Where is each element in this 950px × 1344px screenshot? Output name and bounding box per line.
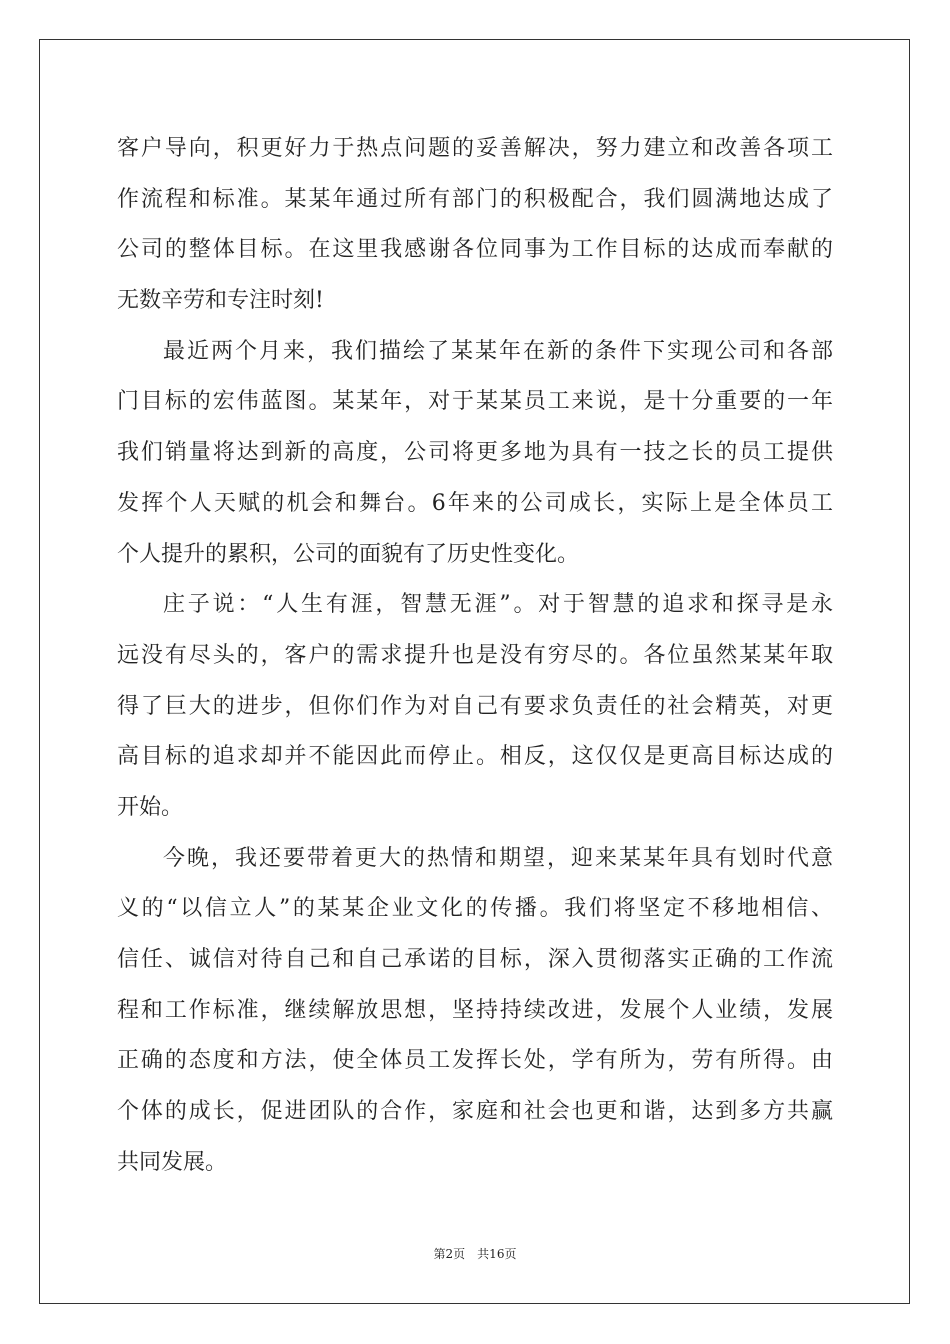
paragraph-4-line-6: 个体的成长，促进团队的合作，家庭和社会也更和谐，达到多方共赢 — [117, 1099, 833, 1125]
paragraph-4-line-4: 程和工作标准，继续解放思想，坚持持续改进，发展个人业绩，发展 — [117, 997, 833, 1023]
paragraph-4-line-7: 共同发展。 — [117, 1149, 228, 1175]
paragraph-1-line-1: 客户导向，积更好力于热点问题的妥善解决，努力建立和改善各项工 — [117, 136, 833, 161]
paragraph-2-line-2: 门目标的宏伟蓝图。某某年，对于某某员工来说，是十分重要的一年 — [117, 389, 833, 415]
paragraph-3-line-5: 开始。 — [117, 794, 184, 820]
paragraph-1-line-4: 无数辛劳和专注时刻! — [117, 288, 324, 314]
paragraph-4-line-3: 信任、诚信对待自己和自己承诺的目标，深入贯彻落实正确的工作流 — [117, 947, 833, 972]
paragraph-3-line-4: 高目标的追求却并不能因此而停止。相反，这仅仅是更高目标达成的 — [117, 744, 833, 770]
paragraph-4-line-5: 正确的态度和方法，使全体员工发挥长处，学有所为，劳有所得。由 — [117, 1048, 833, 1074]
paragraph-4-line-2: 义的“以信立人”的某某企业文化的传播。我们将坚定不移地相信、 — [117, 896, 833, 922]
document-body — [117, 124, 833, 1188]
paragraph-4-line-1: 今晚，我还要带着更大的热情和期望，迎来某某年具有划时代意 — [163, 845, 833, 871]
paragraph-1-line-3: 公司的整体目标。在这里我感谢各位同事为工作目标的达成而奉献的 — [117, 237, 833, 263]
paragraph-2-line-5: 个人提升的累积，公司的面貌有了历史性变化。 — [117, 541, 580, 567]
paragraph-2-line-3: 我们销量将达到新的高度，公司将更多地为具有一技之长的员工提供 — [117, 440, 833, 466]
paragraph-1-line-2: 作流程和标准。某某年通过所有部门的积极配合，我们圆满地达成了 — [117, 186, 833, 212]
page-number-footer: 第2页 共16页 — [433, 1247, 517, 1261]
paragraph-3-line-2: 远没有尽头的，客户的需求提升也是没有穷尽的。各位虽然某某年取 — [117, 642, 833, 668]
paragraph-3-line-1: 庄子说：“人生有涯，智慧无涯”。对于智慧的追求和探寻是永 — [163, 592, 833, 618]
paragraph-3-line-3: 得了巨大的进步，但你们作为对自己有要求负责任的社会精英，对更 — [117, 693, 833, 719]
paragraph-2-line-1: 最近两个月来，我们描绘了某某年在新的条件下实现公司和各部 — [163, 338, 833, 364]
paragraph-2-line-4: 发挥个人天赋的机会和舞台。6年来的公司成长，实际上是全体员工 — [117, 490, 833, 516]
